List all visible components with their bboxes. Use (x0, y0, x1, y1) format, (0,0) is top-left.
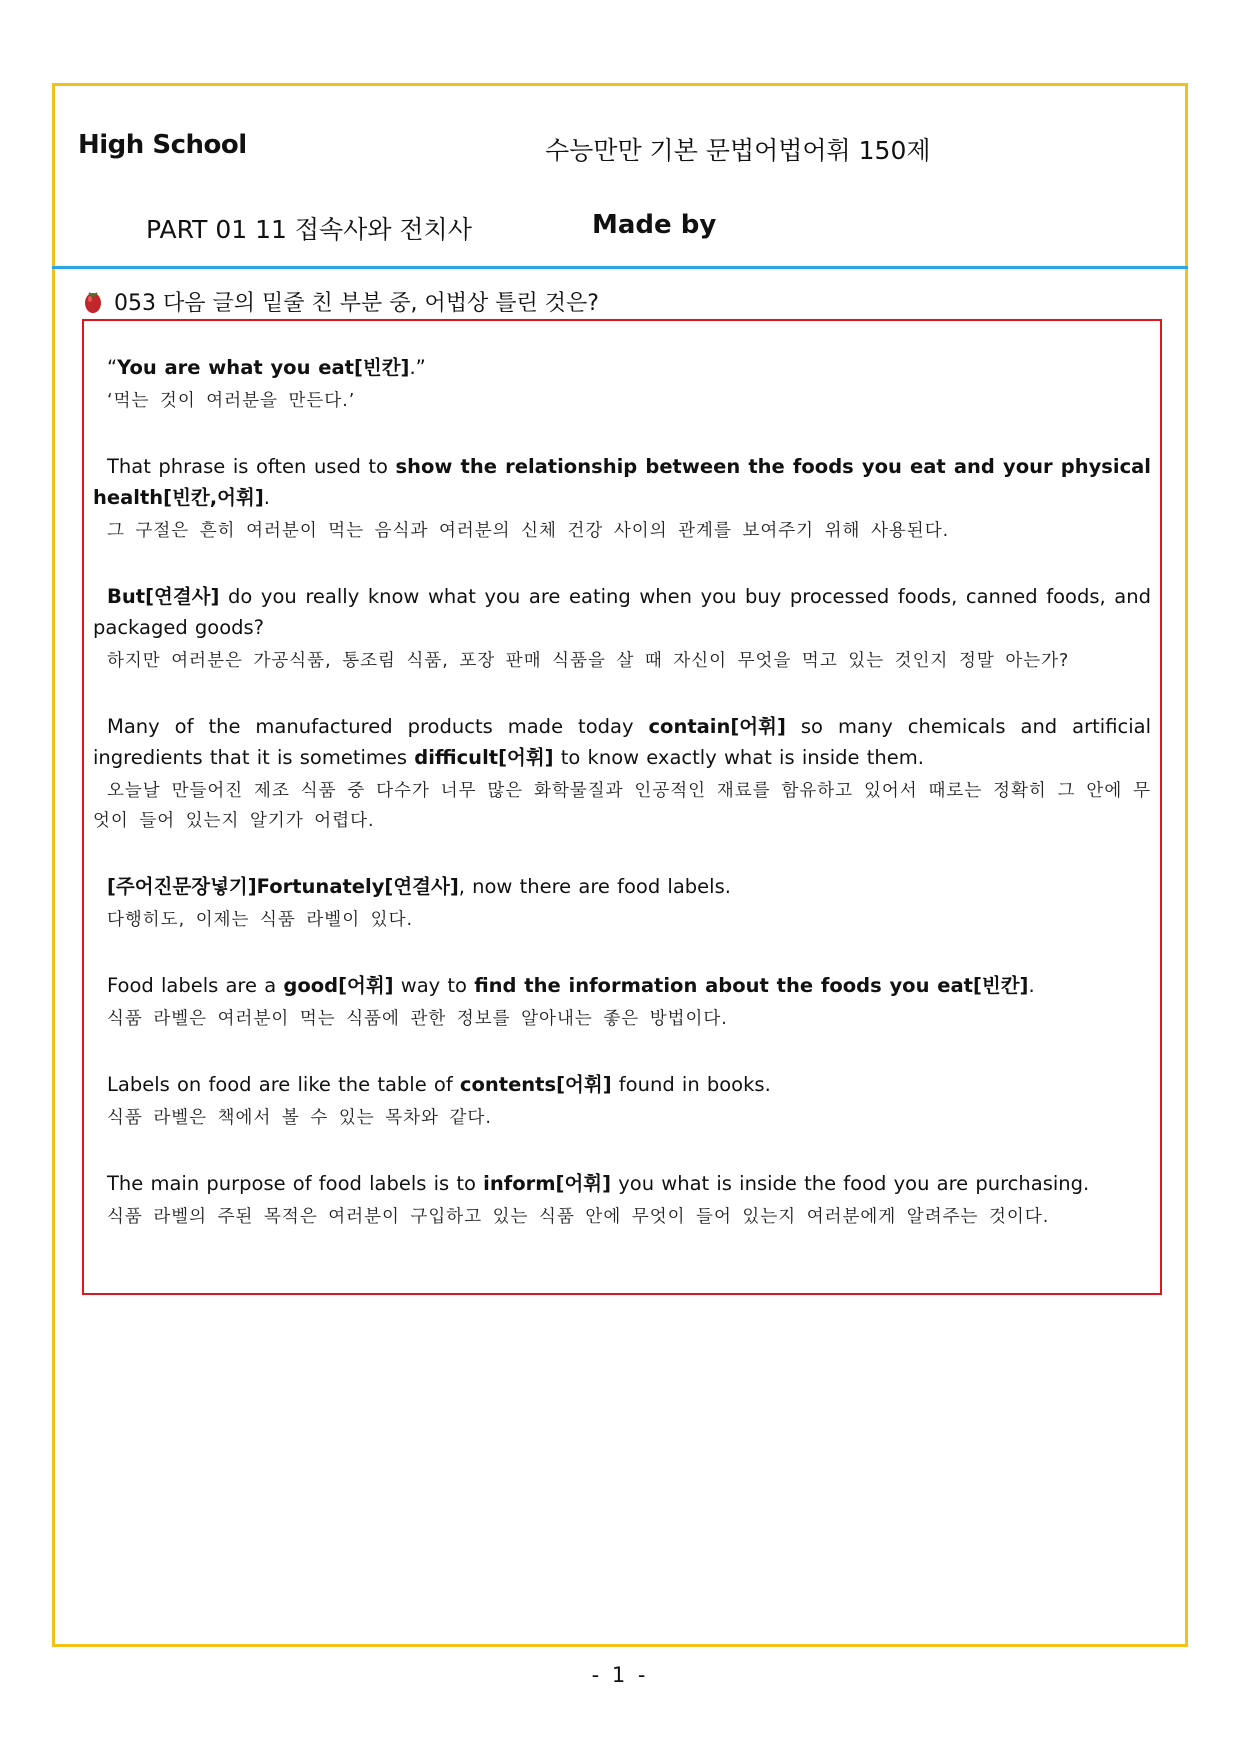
passage-paragraph (93, 1069, 1151, 1133)
passage-paragraph (93, 871, 1151, 935)
text-segment: found in books. (611, 1073, 771, 1096)
korean-translation: ‘먹는 것이 여러분을 만든다.’ (107, 391, 356, 411)
made-by-label: Made by (592, 210, 717, 240)
passage-paragraph (93, 711, 1151, 836)
text-segment: . (263, 486, 270, 509)
bold-segment: contain[어휘] (648, 715, 786, 738)
passage-paragraph (93, 352, 1151, 416)
korean-translation: 식품 라벨은 여러분이 먹는 식품에 관한 정보를 알아내는 좋은 방법이다. (107, 1009, 728, 1029)
english-sentence (93, 970, 1151, 1001)
bold-segment: show the relationship between the foods you eat and your physical health[빈칸,어휘] (93, 455, 1151, 509)
text-segment: Labels on food are like the table of (107, 1073, 460, 1096)
english-sentence (93, 352, 1151, 383)
bold-segment: difficult[어휘] (414, 746, 554, 769)
passage-paragraph (93, 581, 1151, 676)
korean-translation: 다행히도, 이제는 식품 라벨이 있다. (107, 910, 414, 930)
korean-translation: 하지만 여러분은 가공식품, 통조림 식품, 포장 판매 식품을 살 때 자신이 무엇을 먹고 있는 것인지 정말 아는가? (107, 651, 1070, 671)
bold-segment: find the information about the foods you eat[빈칸] (474, 974, 1029, 997)
passage (93, 352, 1151, 1267)
passage-paragraph (93, 451, 1151, 546)
text-segment: do you really know what you are eating when you buy processed foods, canned foods, and packaged goods? (93, 585, 1151, 639)
strawberry-bullet-icon (84, 290, 102, 314)
bold-segment: contents[어휘] (459, 1073, 612, 1096)
page-number: - 1 - (591, 1663, 649, 1687)
korean-translation: 식품 라벨은 책에서 볼 수 있는 목차와 같다. (107, 1108, 492, 1128)
text-segment: Many of the manufactured products made today (107, 715, 649, 738)
header-divider (52, 266, 1188, 269)
english-sentence (93, 1069, 1151, 1100)
text-segment: The main purpose of food labels is to (107, 1172, 484, 1195)
passage-paragraph (93, 1168, 1151, 1232)
english-sentence (93, 711, 1151, 773)
text-segment: you what is inside the food you are purchasing. (611, 1172, 1090, 1195)
passage-paragraph (93, 970, 1151, 1034)
text-segment: “ (107, 356, 118, 379)
part-title: PART 01 11 접속사와 전치사 (146, 215, 472, 244)
text-segment: . (1028, 974, 1035, 997)
text-segment: That phrase is often used to (107, 455, 396, 478)
english-sentence (93, 451, 1151, 513)
text-segment: to know exactly what is inside them. (553, 746, 924, 769)
text-segment: Food labels are a (107, 974, 284, 997)
question-heading (84, 286, 599, 317)
english-sentence (93, 871, 1151, 902)
english-sentence (93, 1168, 1151, 1199)
question-text: 053 다음 글의 밑줄 친 부분 중, 어법상 틀린 것은? (114, 291, 599, 316)
school-label: High School (78, 130, 247, 160)
bold-segment: But[연결사] (107, 585, 220, 608)
text-segment: so many chemicals and artificial ingredients that it is sometimes (93, 715, 1151, 769)
bold-segment: You are what you eat[빈칸] (117, 356, 410, 379)
book-title: 수능만만 기본 문법어법어휘 150제 (545, 136, 931, 165)
bold-segment: good[어휘] (283, 974, 394, 997)
korean-translation: 식품 라벨의 주된 목적은 여러분이 구입하고 있는 식품 안에 무엇이 들어 있는지 여러분에게 알려주는 것이다. (107, 1207, 1050, 1227)
english-sentence (93, 581, 1151, 643)
text-segment: , now there are food labels. (458, 875, 731, 898)
bold-segment: inform[어휘] (483, 1172, 612, 1195)
bold-segment: [주어진문장넣기]Fortunately[연결사] (107, 875, 459, 898)
korean-translation: 오늘날 만들어진 제조 식품 중 다수가 너무 많은 화학물질과 인공적인 재료를 함유하고 있어서 때로는 정확히 그 안에 무엇이 들어 있는지 알기가 어렵다. (93, 781, 1151, 831)
korean-translation: 그 구절은 흔히 여러분이 먹는 음식과 여러분의 신체 건강 사이의 관계를 보여주기 위해 사용된다. (107, 521, 950, 541)
text-segment: way to (393, 974, 475, 997)
text-segment: .” (409, 356, 426, 379)
